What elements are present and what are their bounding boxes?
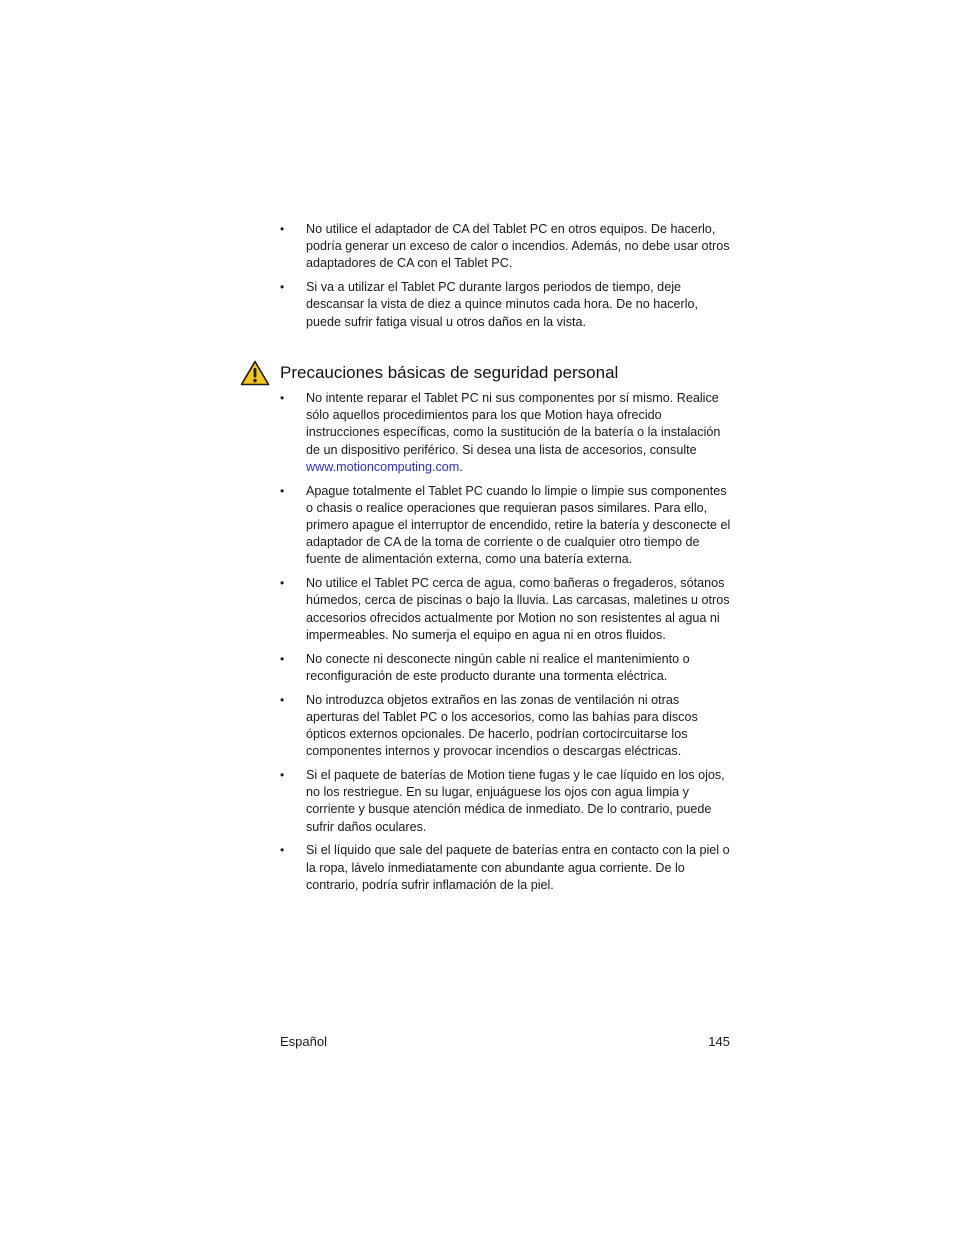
bullet-text: Si el líquido que sale del paquete de baterías entra en contacto con la piel o la ropa, lávelo inmediatamente con abundante agua corriente. De lo contrario, podría sufrir inflamación de la piel. xyxy=(306,843,730,892)
page-number: 145 xyxy=(708,1034,730,1049)
bullet-text: Si va a utilizar el Tablet PC durante largos periodos de tiempo, deje descansar la vista de diez a quince minutos cada hora. De no hacerlo, puede sufrir fatiga visual u otros daños en la vista. xyxy=(306,280,699,329)
section-heading xyxy=(240,359,740,387)
section-title: Precauciones básicas de seguridad personal xyxy=(280,363,619,382)
bullet-text-end: . xyxy=(459,459,463,474)
footer-language: Español xyxy=(280,1034,327,1049)
list-item xyxy=(280,842,732,894)
bullet-text: No intente reparar el Tablet PC ni sus componentes por sí mismo. Realice sólo aquellos procedimientos para los que Motion haya ofrecido instrucciones específicas, como la sustitución de la batería o la instalación de un dispositivo periférico. Si desea una lista de accesorios, consulte xyxy=(306,391,721,457)
bullet-mark: • xyxy=(280,222,285,236)
bullet-mark: • xyxy=(280,651,285,666)
warning-icon xyxy=(240,360,270,386)
bullet-text: No utilice el Tablet PC cerca de agua, como bañeras o fregaderos, sótanos húmedos, cerca de piscinas o bajo la lluvia. Las carcasas, maletines u otros accesorios ofrecidos actualmente por Motion no son resistentes al agua ni impermeables. No sumerja el equipo en agua ni en otros fluidos. xyxy=(306,576,730,642)
list-item xyxy=(280,390,732,476)
list-item xyxy=(280,651,732,685)
bullet-mark: • xyxy=(280,483,285,498)
bullet-text: No utilice el adaptador de CA del Tablet PC en otros equipos. De hacerlo, podría generar un exceso de calor o incendios. Además, no debe usar otros adaptadores de CA con el Tablet PC. xyxy=(306,222,730,271)
list-item xyxy=(280,221,732,273)
list-item xyxy=(280,692,732,761)
safety-bullet-list xyxy=(280,390,732,901)
bullet-mark: • xyxy=(280,843,285,858)
website-link[interactable]: www.motioncomputing.com xyxy=(306,459,460,474)
bullet-mark: • xyxy=(280,768,285,783)
bullet-mark: • xyxy=(280,280,285,295)
bullet-text: No introduzca objetos extraños en las zonas de ventilación ni otras aperturas del Tablet PC o los accesorios, como las bahías para discos ópticos externos opcionales. De hacerlo, podrían cortocircuitarse los componentes internos y provocar incendios o descargas eléctricas. xyxy=(306,692,698,759)
list-item xyxy=(280,279,732,331)
bullet-mark: • xyxy=(280,576,285,591)
bullet-text: Si el paquete de baterías de Motion tiene fugas y le cae líquido en los ojos, no los restriegue. En su lugar, enjuáguese los ojos con agua limpia y corriente y busque atención médica de inmediato. De lo contrario, puede sufrir daños oculares. xyxy=(306,768,725,834)
list-item xyxy=(280,575,732,644)
bullet-text: No conecte ni desconecte ningún cable ni realice el mantenimiento o reconfiguración de este producto durante una tormenta eléctrica. xyxy=(306,651,690,683)
bullet-text: Apague totalmente el Tablet PC cuando lo limpie o limpie sus componentes o chasis o realice operaciones que requieran pasos similares. Para ello, primero apague el interruptor de encendido, retire la batería y desconecte el adaptador de CA de la toma de corriente o de cualquier otro tiempo de fuente de alimentación externa, como una batería externa. xyxy=(306,483,731,567)
bullet-mark: • xyxy=(280,692,285,707)
top-bullet-list xyxy=(280,221,732,337)
list-item xyxy=(280,767,732,836)
bullet-mark: • xyxy=(280,391,285,405)
list-item xyxy=(280,483,732,569)
